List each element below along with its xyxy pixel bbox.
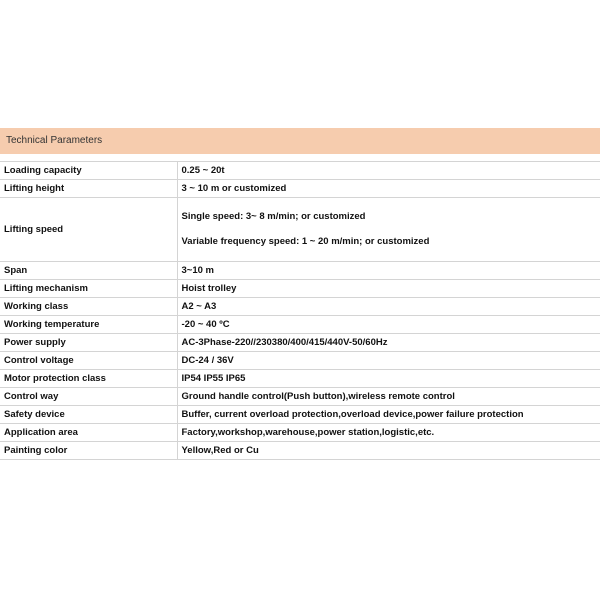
- param-label: Control way: [0, 388, 177, 406]
- safety-device-row: [0, 406, 600, 424]
- param-value: A2 ~ A3: [177, 298, 600, 316]
- control-voltage-row: [0, 352, 600, 370]
- param-value: -20 ~ 40 ºC: [177, 316, 600, 334]
- param-value: IP54 IP55 IP65: [177, 370, 600, 388]
- working-class-row: [0, 298, 600, 316]
- param-label: Lifting height: [0, 180, 177, 198]
- param-label: Control voltage: [0, 352, 177, 370]
- param-value: 3 ~ 10 m or customized: [177, 180, 600, 198]
- control-way-row: [0, 388, 600, 406]
- param-value: Factory,workshop,warehouse,power station,logistic,etc.: [177, 424, 600, 442]
- param-value: [177, 198, 600, 262]
- painting-color-row: [0, 442, 600, 460]
- section-title: Technical Parameters: [6, 135, 103, 146]
- working-temperature-row: [0, 316, 600, 334]
- param-label: Power supply: [0, 334, 177, 352]
- param-value: Hoist trolley: [177, 280, 600, 298]
- span-row: [0, 262, 600, 280]
- param-label: Lifting speed: [0, 198, 177, 262]
- application-area-row: [0, 424, 600, 442]
- param-value-line: Single speed: 3~ 8 m/min; or customized: [181, 211, 366, 222]
- param-value: Buffer, current overload protection,overload device,power failure protection: [177, 406, 600, 424]
- section-header: [0, 128, 600, 154]
- param-value: Yellow,Red or Cu: [177, 442, 600, 460]
- param-value: Ground handle control(Push button),wireless remote control: [177, 388, 600, 406]
- spec-table: [0, 161, 600, 460]
- param-value-line: Variable frequency speed: 1 ~ 20 m/min; or customized: [181, 236, 430, 247]
- param-value: DC-24 / 36V: [177, 352, 600, 370]
- lifting-mechanism-row: [0, 280, 600, 298]
- param-label: Safety device: [0, 406, 177, 424]
- param-label: Working class: [0, 298, 177, 316]
- param-label: Span: [0, 262, 177, 280]
- param-value: 0.25 ~ 20t: [177, 162, 600, 180]
- power-supply-row: [0, 334, 600, 352]
- param-value: AC-3Phase-220//230380/400/415/440V-50/60Hz: [177, 334, 600, 352]
- param-label: Painting color: [0, 442, 177, 460]
- param-label: Loading capacity: [0, 162, 177, 180]
- lifting-height-row: [0, 180, 600, 198]
- param-label: Motor protection class: [0, 370, 177, 388]
- param-label: Working temperature: [0, 316, 177, 334]
- motor-protection-class-row: [0, 370, 600, 388]
- lifting-speed-row: [0, 198, 600, 262]
- param-value: 3~10 m: [177, 262, 600, 280]
- param-label: Application area: [0, 424, 177, 442]
- param-label: Lifting mechanism: [0, 280, 177, 298]
- loading-capacity-row: [0, 162, 600, 180]
